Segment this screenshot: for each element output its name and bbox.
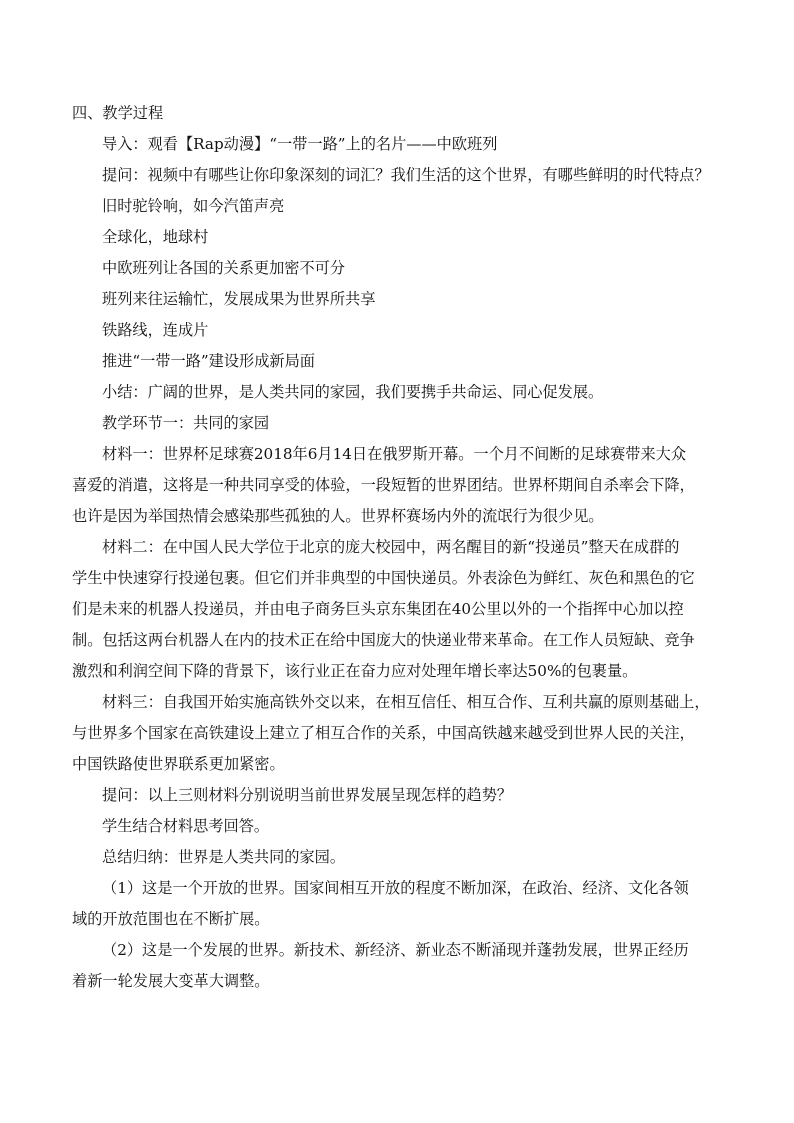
point-two-line: （2）这是一个发展的世界。新技术、新经济、新业态不断涌现并蓬勃发展，世界正经历 xyxy=(102,941,689,959)
point-one-line: 域的开放范围也在不断扩展。 xyxy=(72,910,270,928)
material-two-line: 们是未来的机器人投递员，并由电子商务巨头京东集团在40公里以外的一个指挥中心加以控 xyxy=(72,600,684,618)
material-three-line: 中国铁路使世界联系更加紧密。 xyxy=(72,755,285,773)
answer-line: 中欧班列让各国的关系更加密不可分 xyxy=(102,259,345,277)
section-title: 教学环节一：共同的家园 xyxy=(102,414,270,432)
answer-line: 推进“一带一路”建设形成新局面 xyxy=(102,352,315,370)
document-body xyxy=(72,98,722,997)
material-two-line: 制。包括这两台机器人在内的技术正在给中国庞大的快递业带来革命。在工作人员短缺、竞争 xyxy=(72,631,695,649)
point-one-line: （1）这是一个开放的世界。国家间相互开放的程度不断加深，在政治、经济、文化各领 xyxy=(102,879,689,897)
material-one-line: 喜爱的消遣，这将是一种共同享受的体验，一段短暂的世界团结。世界杯期间自杀率会下降， xyxy=(72,476,695,494)
answer-line: 旧时驼铃响，如今汽笛声亮 xyxy=(102,197,285,215)
material-three-line: 与世界多个国家在高铁建设上建立了相互合作的关系，中国高铁越来越受到世界人民的关注， xyxy=(72,724,695,742)
section-heading: 四、教学过程 xyxy=(72,104,164,122)
material-two-line: 学生中快速穿行投递包裹。但它们并非典型的中国快递员。外表涂色为鲜红、灰色和黑色的它 xyxy=(72,569,695,587)
question-line: 提问：以上三则材料分别说明当前世界发展呈现怎样的趋势？ xyxy=(102,786,513,804)
material-one-line: 材料一：世界杯足球赛2018年6月14日在俄罗斯开幕。一个月不间断的足球赛带来大众 xyxy=(102,445,687,463)
student-answer-line: 学生结合材料思考回答。 xyxy=(102,817,270,835)
answer-line: 全球化，地球村 xyxy=(102,228,209,246)
summary-line: 小结：广阔的世界，是人类共同的家园，我们要携手共命运、同心促发展。 xyxy=(102,383,604,401)
conclusion-line: 总结归纳：世界是人类共同的家园。 xyxy=(102,848,345,866)
answer-line: 班列来往运输忙，发展成果为世界所共享 xyxy=(102,290,376,308)
material-three-line: 材料三：自我国开始实施高铁外交以来，在相互信任、相互合作、互利共赢的原则基础上， xyxy=(102,693,710,711)
material-one-line: 也许是因为举国热情会感染那些孤独的人。世界杯赛场内外的流氓行为很少见。 xyxy=(72,507,604,525)
point-two-line: 着新一轮发展大变革大调整。 xyxy=(72,972,270,990)
question-line: 提问：视频中有哪些让你印象深刻的词汇？我们生活的这个世界，有哪些鲜明的时代特点？ xyxy=(102,166,710,184)
intro-line: 导入：观看【Rap动漫】“一带一路”上的名片——中欧班列 xyxy=(102,135,498,153)
material-two-line: 材料二：在中国人民大学位于北京的庞大校园中，两名醒目的新“投递员”整天在成群的 xyxy=(102,538,680,556)
answer-line: 铁路线，连成片 xyxy=(102,321,209,339)
material-two-line: 激烈和利润空间下降的背景下，该行业正在奋力应对处理年增长率达50%的包裹量。 xyxy=(72,662,638,680)
